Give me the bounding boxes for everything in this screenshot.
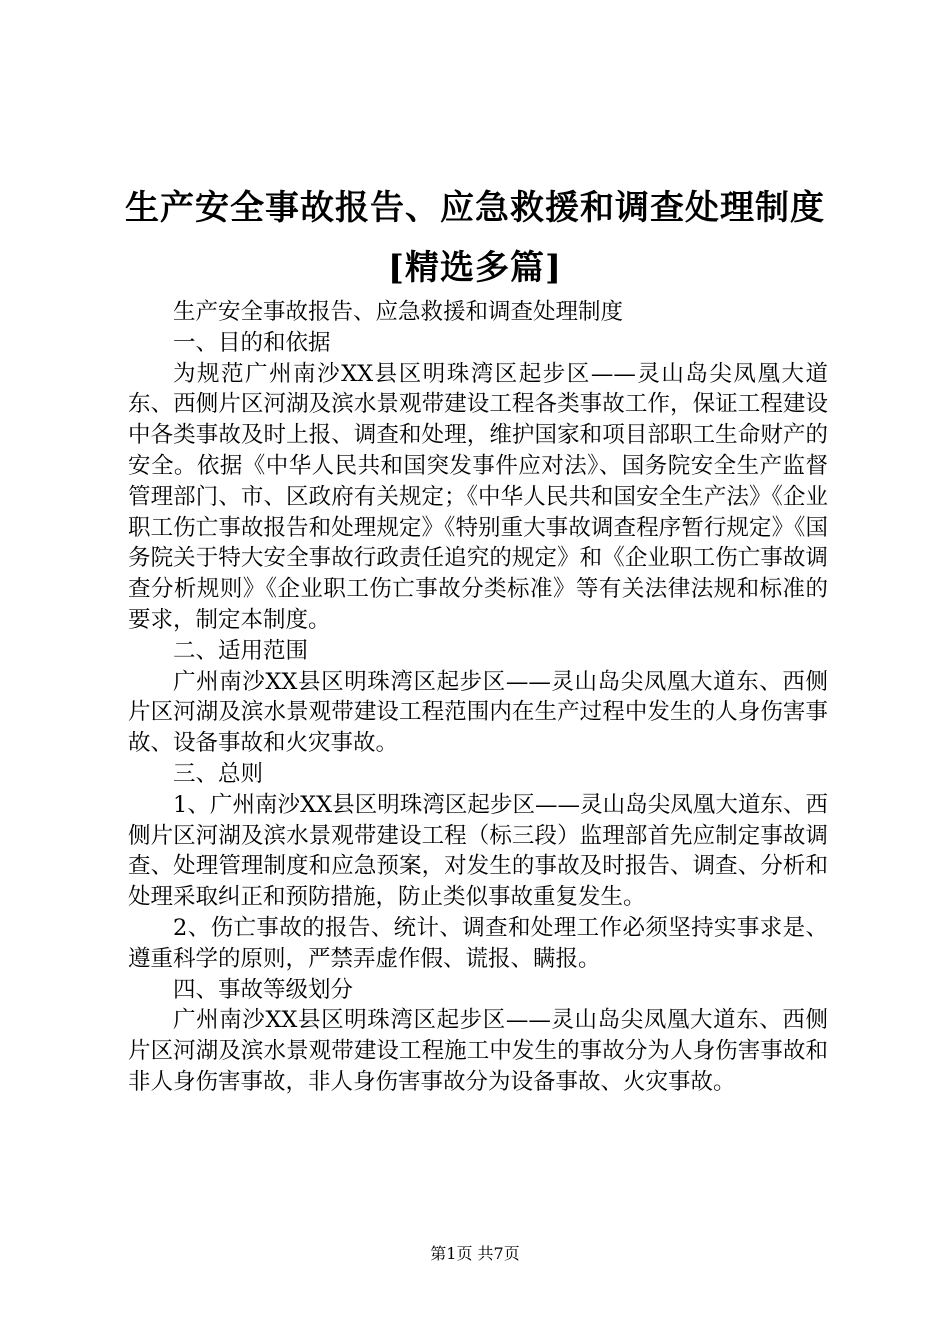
paragraph-general-1: 1、广州南沙XX县区明珠湾区起步区——灵山岛尖凤凰大道东、西侧片区河湖及滨水景观带建设工程（标三段）监理部首先应制定事故调查、处理管理制度和应急预案，对发生的事故及时报告、调查、分析和处理采取纠正和预防措施，防止类似事故重复发生。 bbox=[128, 791, 828, 911]
paragraph-scope: 广州南沙XX县区明珠湾区起步区——灵山岛尖凤凰大道东、西侧片区河湖及滨水景观带建设工程范围内在生产过程中发生的人身伤害事故、设备事故和火灾事故。 bbox=[128, 668, 828, 757]
paragraph-purpose: 为规范广州南沙XX县区明珠湾区起步区——灵山岛尖凤凰大道东、西侧片区河湖及滨水景观带建设工程各类事故工作，保证工程建设中各类事故及时上报、调查和处理，维护国家和项目部职工生命财产的安全。依据《中华人民共和国突发事件应对法》、国务院安全生产监督管理部门、市、区政府有关规定；《中华人民共和国安全生产法》《企业职工伤亡事故报告和处理规定》《特别重大事故调查程序暂行规定》《国务院关于特大安全事故行政责任追究的规定》和《企业职工伤亡事故调查分析规则》《企业职工伤亡事故分类标准》等有关法律法规和标准的要求，制定本制度。 bbox=[128, 360, 828, 633]
paragraph-general-2: 2、伤亡事故的报告、统计、调查和处理工作必须坚持实事求是、遵重科学的原则，严禁弄虚作假、谎报、瞒报。 bbox=[128, 914, 828, 972]
paragraph-classification: 广州南沙XX县区明珠湾区起步区——灵山岛尖凤凰大道东、西侧片区河湖及滨水景观带建设工程施工中发生的事故分为人身伤害事故和非人身伤害事故，非人身伤害事故分为设备事故、火灾事故。 bbox=[128, 1007, 828, 1095]
document-title-subtitle: [精选多篇] bbox=[387, 248, 563, 288]
section-heading-general: 三、总则 bbox=[173, 760, 264, 787]
section-heading-purpose: 一、目的和依据 bbox=[173, 329, 331, 356]
page-number-footer: 第1页 共7页 bbox=[430, 1244, 520, 1263]
section-heading-scope: 二、适用范围 bbox=[173, 637, 309, 664]
paragraph-heading: 生产安全事故报告、应急救援和调查处理制度 bbox=[173, 299, 624, 325]
document-body bbox=[128, 297, 828, 1098]
document-title: 生产安全事故报告、应急救援和调查处理制度 bbox=[125, 188, 825, 228]
section-heading-classification: 四、事故等级划分 bbox=[173, 976, 354, 1003]
